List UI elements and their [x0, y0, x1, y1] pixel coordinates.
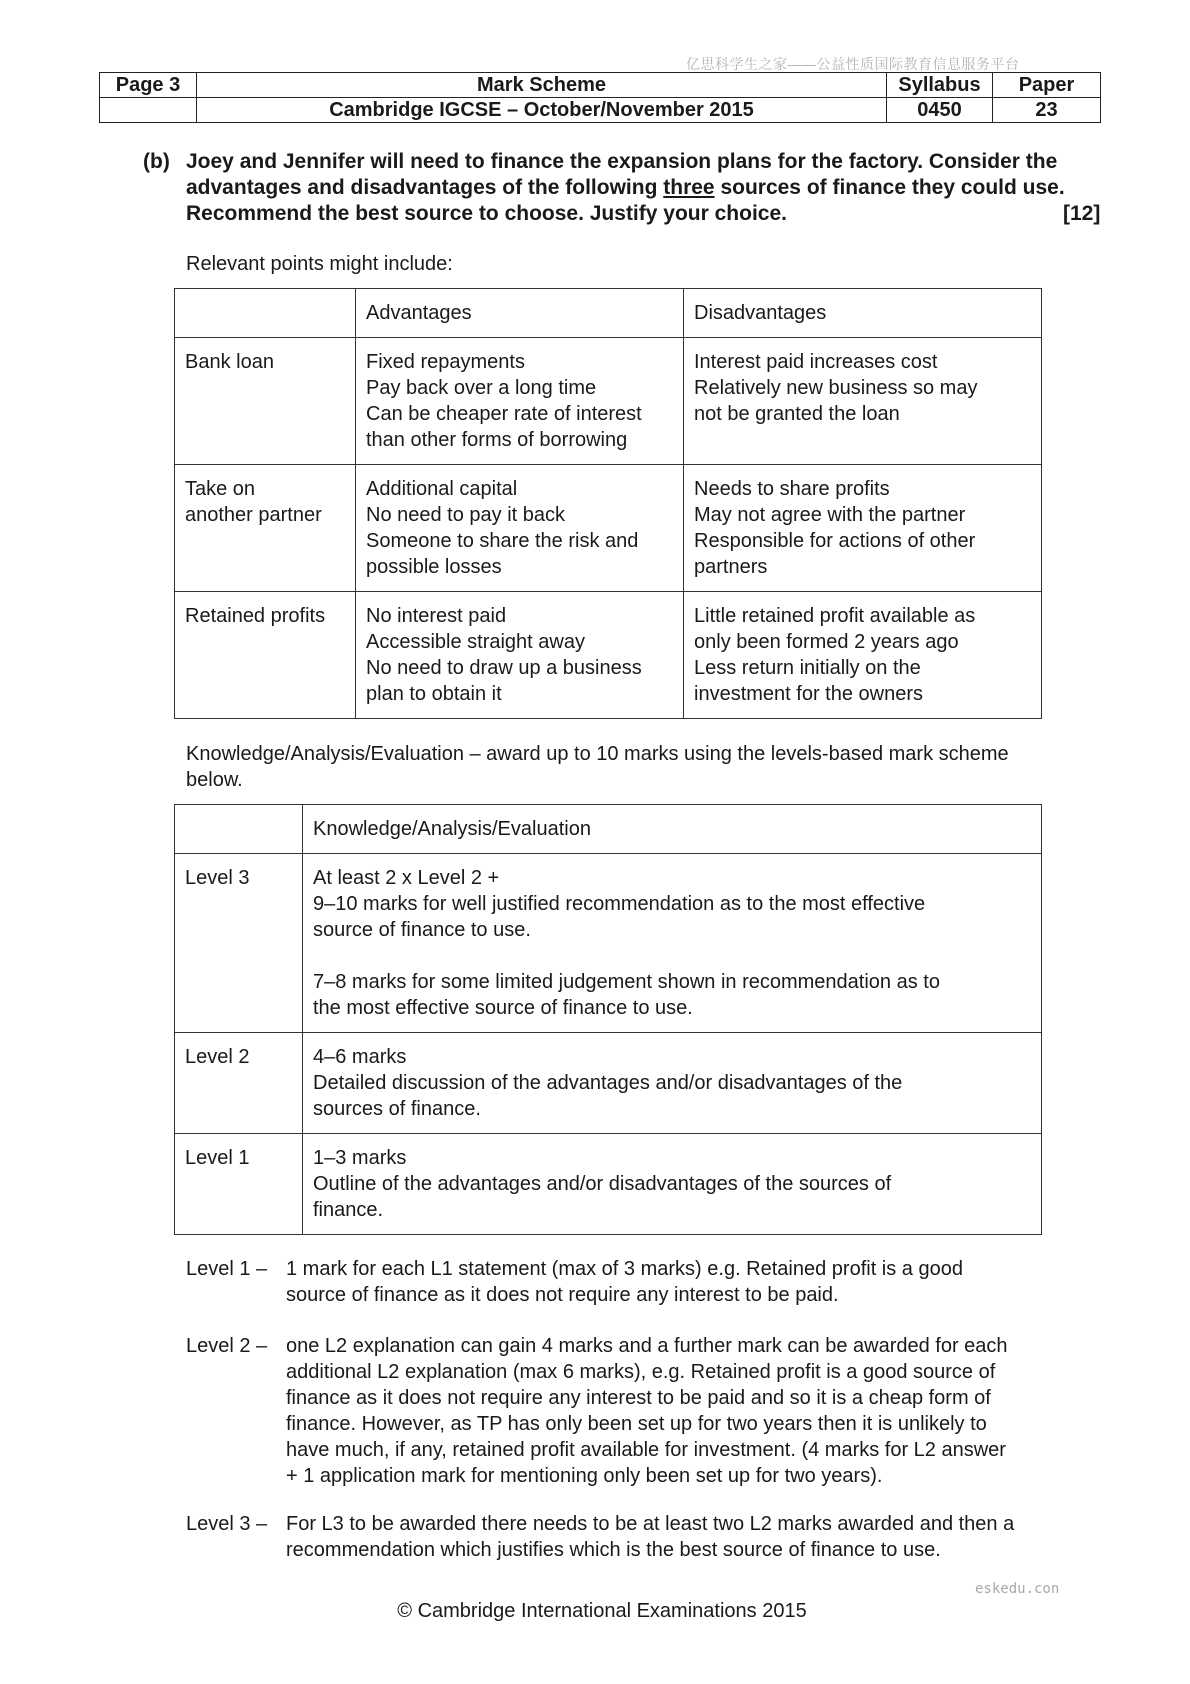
level-note-text: 1 mark for each L1 statement (max of 3 marks) e.g. Retained profit is a good source of finance as it does not require any interest to be paid. — [286, 1258, 963, 1306]
header-empty-cell — [100, 98, 197, 123]
document-title: Mark Scheme — [197, 73, 887, 98]
table-row — [175, 854, 1042, 1033]
level-label: Level 1 — [175, 1134, 303, 1235]
finance-source: Bank loan — [175, 338, 356, 465]
underlined-word: three — [663, 176, 715, 199]
level-note-label: Level 1 – — [186, 1258, 268, 1280]
paper-number: 23 — [993, 98, 1101, 123]
table-header-cell — [175, 289, 356, 338]
syllabus-code: 0450 — [887, 98, 993, 123]
level-description: At least 2 x Level 2 + 9–10 marks for well justified recommendation as to the most effective source of finance to use. 7–8 marks for some limited judgement shown in recommendation as to the most effective source of finance to use. — [303, 854, 1042, 1033]
level-note-label: Level 3 – — [186, 1513, 268, 1535]
finance-source: Retained profits — [175, 592, 356, 719]
disadvantages-cell: Little retained profit available as only been formed 2 years ago Less return initially on the investment for the owners — [684, 592, 1042, 719]
level-label: Level 2 — [175, 1033, 303, 1134]
table-row — [175, 338, 1042, 465]
table-row — [175, 1033, 1042, 1134]
table-header-cell: Knowledge/Analysis/Evaluation — [303, 805, 1042, 854]
advantages-cell: No interest paid Accessible straight away No need to draw up a business plan to obtain it — [356, 592, 684, 719]
syllabus-label: Syllabus — [887, 73, 993, 98]
question-label: (b) — [143, 150, 170, 173]
question-marks: [12] — [1063, 202, 1101, 225]
advantages-cell: Fixed repayments Pay back over a long time Can be cheaper rate of interest than other forms of borrowing — [356, 338, 684, 465]
relevant-points-intro: Relevant points might include: — [186, 253, 453, 275]
paper-label: Paper — [993, 73, 1101, 98]
levels-table — [174, 804, 1042, 1235]
table-header-cell: Disadvantages — [684, 289, 1042, 338]
exam-name: Cambridge IGCSE – October/November 2015 — [197, 98, 887, 123]
watermark-bottom: eskedu.con — [975, 1581, 1060, 1597]
disadvantages-cell: Interest paid increases cost Relatively new business so may not be granted the loan — [684, 338, 1042, 465]
question-text: Joey and Jennifer will need to finance the expansion plans for the factory. Consider the advantages and disadvantages of the following three sources of finance they could use. Recommend the best source to choose. Justify your choice. — [186, 150, 1065, 225]
finance-source: Take on another partner — [175, 465, 356, 592]
level-label: Level 3 — [175, 854, 303, 1033]
table-header-row — [175, 289, 1042, 338]
kae-intro: Knowledge/Analysis/Evaluation – award up to 10 marks using the levels-based mark scheme below. — [186, 743, 1009, 791]
advantages-cell: Additional capital No need to pay it back Someone to share the risk and possible losses — [356, 465, 684, 592]
disadvantages-cell: Needs to share profits May not agree with the partner Responsible for actions of other partners — [684, 465, 1042, 592]
level-description: 4–6 marks Detailed discussion of the advantages and/or disadvantages of the sources of finance. — [303, 1033, 1042, 1134]
table-header-row — [175, 805, 1042, 854]
table-row — [175, 1134, 1042, 1235]
finance-sources-table — [174, 288, 1042, 719]
page-number: Page 3 — [100, 73, 197, 98]
level-description: 1–3 marks Outline of the advantages and/or disadvantages of the sources of finance. — [303, 1134, 1042, 1235]
table-header-cell: Advantages — [356, 289, 684, 338]
header-table — [99, 72, 1101, 123]
copyright-footer: © Cambridge International Examinations 2015 — [397, 1600, 807, 1622]
level-note-label: Level 2 – — [186, 1335, 268, 1357]
table-header-cell — [175, 805, 303, 854]
table-row — [175, 465, 1042, 592]
level-note-text: one L2 explanation can gain 4 marks and a further mark can be awarded for each additional L2 explanation (max 6 marks), e.g. Retained profit is a good source of finance as it does not require any interest to be paid and so it is a cheap form of finance. However, as TP has only been set up for two years then it is unlikely to have much, if any, retained profit available for investment. (4 marks for L2 answer + 1 application mark for mentioning only been set up for two years). — [286, 1335, 1008, 1487]
table-row — [175, 592, 1042, 719]
level-note-text: For L3 to be awarded there needs to be at least two L2 marks awarded and then a recommendation which justifies which is the best source of finance to use. — [286, 1513, 1015, 1561]
watermark-top: 亿思科学生之家——公益性质国际教育信息服务平台 — [686, 56, 1020, 72]
